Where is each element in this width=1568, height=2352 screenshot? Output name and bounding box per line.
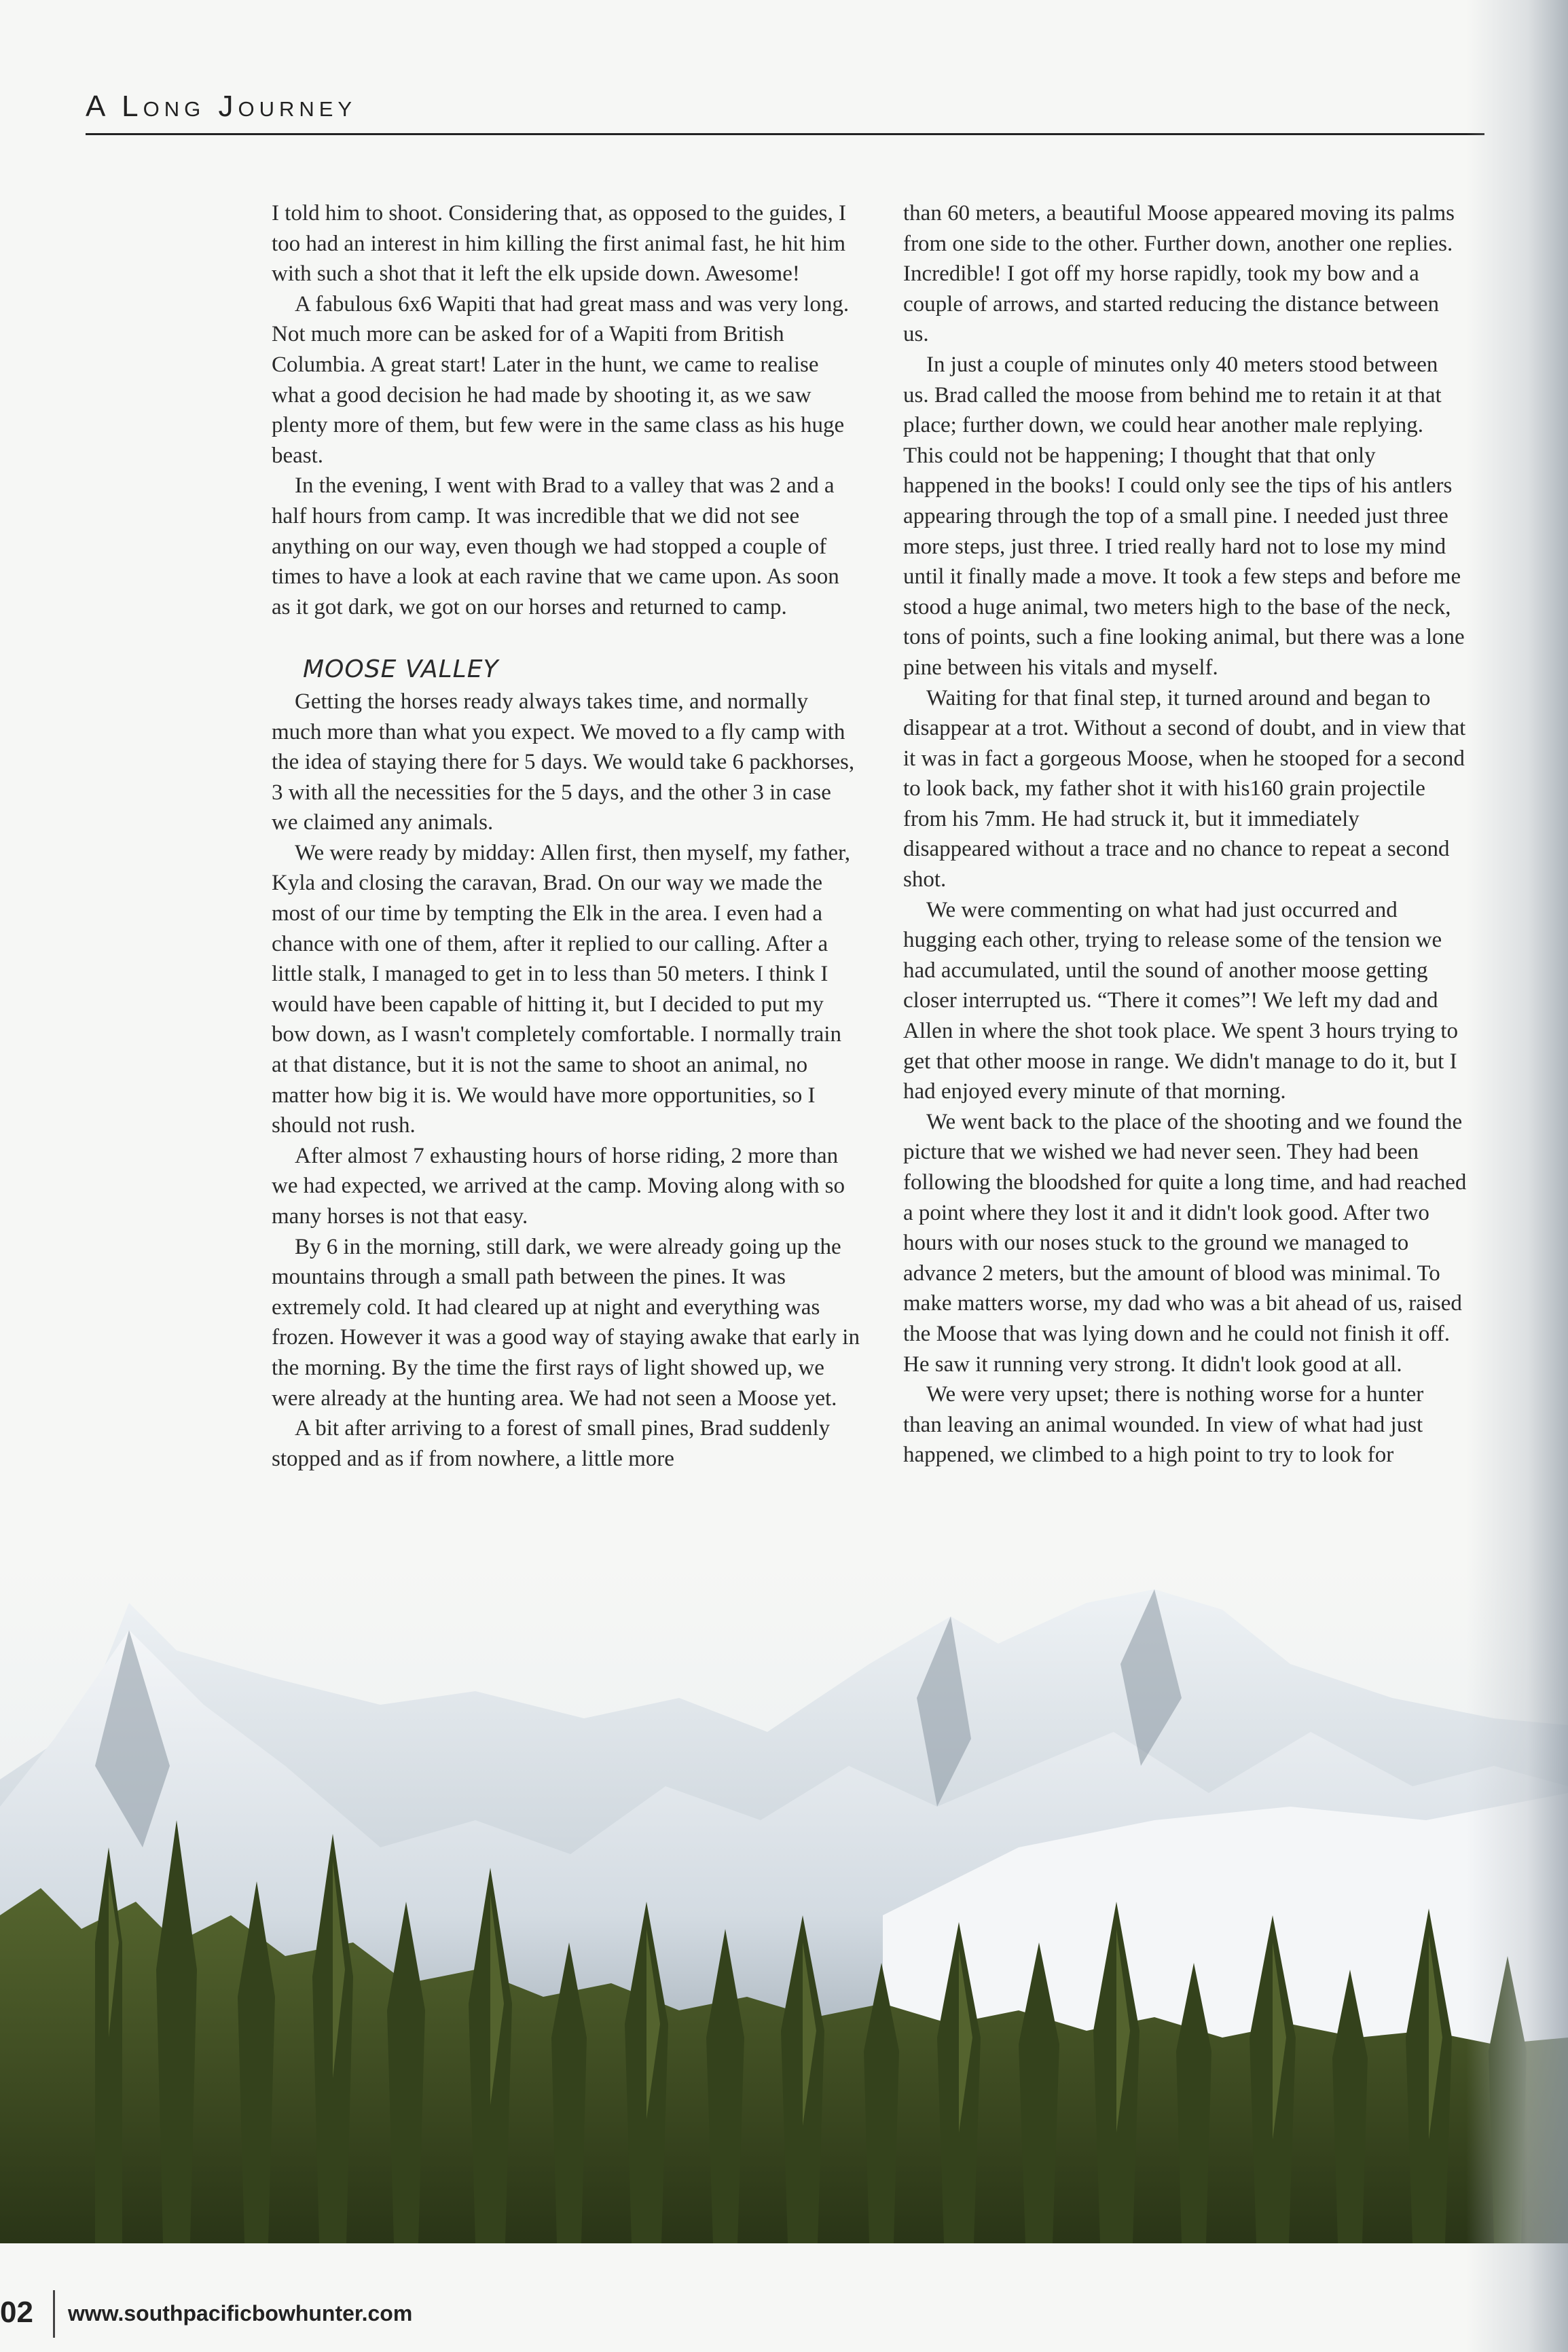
article-column-left (272, 198, 862, 1474)
running-head: A Long Journey (86, 90, 357, 123)
mountain-forest-photo (0, 1562, 1568, 2243)
paragraph: We were ready by midday: Allen first, then myself, my father, Kyla and closing the caravan, Brad. On our way we made the most of our time by tempting the Elk in the area. I even had a chance with one of them, after it replied to our calling. After a little stalk, I managed to get in to less than 50 meters. I think I would have been capable of hitting it, but I decided to put my bow down, as I wasn't completely comfortable. I normally train at that distance, but it is not the same to shoot an animal, no matter how big it is. We would have more opportunities, so I should not rush. (272, 840, 851, 1138)
paragraph: A fabulous 6x6 Wapiti that had great mass and was very long. Not much more can be asked for of a Wapiti from British Columbia. A great start! Later in the hunt, we came to realise what a good decision he had made by shooting it, as we saw plenty more of them, but few were in the same class as his huge beast. (272, 291, 850, 468)
footer (0, 2243, 1568, 2352)
paragraph: By 6 in the morning, still dark, we were already going up the mountains through a small path between the pines. It was extremely cold. It had cleared up at night and everything was frozen. However it was a good way of staying awake that early in the morning. By the time the first rays of light showed up, we were already at the hunting area. We had not seen a Moose yet. (272, 1234, 860, 1411)
paragraph: We were commenting on what had just occurred and hugging each other, trying to release some of the tension we had accumulated, until the sound of another moose getting closer interrupted us. “There it comes”! We left my dad and Allen in where the shot took place. We spent 3 hours trying to get that other moose in range. We didn't manage to do it, but I had enjoyed every minute of that morning. (903, 897, 1458, 1104)
page-number: 02 (0, 2296, 33, 2329)
paragraph: than 60 meters, a beautiful Moose appeared moving its palms from one side to the other. Further down, another one replies. Incredible! I got off my horse rapidly, took my bow and a couple of arrows, and started reducing the distance between us. (903, 201, 1455, 347)
header-rule (86, 133, 1484, 135)
paragraph: We went back to the place of the shooting and we found the picture that we wished we had never seen. They had been following the bloodshed for quite a long time, and had reached a point where they lost it and it didn't look good. After two hours with our noses stuck to the ground we managed to advance 2 meters, but the amount of blood was minimal. To make matters worse, my dad who was a bit ahead of us, raised the Moose that was lying down and he could not finish it off. He saw it running very strong. It didn't look good at all. (903, 1109, 1467, 1377)
section-heading: MOOSE VALLEY (303, 655, 499, 684)
paragraph: In the evening, I went with Brad to a valley that was 2 and a half hours from camp. It was incredible that we did not see anything on our way, even though we had stopped a couple of times to have a look at each ravine that we came upon. As soon as it got dark, we got on our horses and returned to camp. (272, 473, 839, 619)
article-column-right (903, 198, 1467, 1470)
paragraph: After almost 7 exhausting hours of horse riding, 2 more than we had expected, we arrived at the camp. Moving along with so many horses is not that easy. (272, 1143, 845, 1229)
paragraph: Getting the horses ready always takes time, and normally much more than what you expect. We moved to a fly camp with the idea of staying there for 5 days. We would take 6 packhorses, 3 with all the necessities for the 5 days, and the other 3 in case we claimed any animals. (272, 689, 855, 835)
paragraph: In just a couple of minutes only 40 meters stood between us. Brad called the moose from behind me to retain it at that place; further down, we could hear another male replying. This could not be happening; I thought that that only happened in the books! I could only see the tips of his antlers appearing through the top of a small pine. I needed just three more steps, just three. I tried really hard not to lose my mind until it finally made a move. It took a few steps and before me stood a huge animal, two meters high to the base of the neck, tons of points, such a fine looking animal, but there was a lone pine between his vitals and myself. (903, 352, 1465, 680)
paragraph: Waiting for that final step, it turned around and began to disappear at a trot. Without a second of doubt, and in view that it was in fact a gorgeous Moose, when he stooped for a second to look back, my father shot it with his160 grain projectile from his 7mm. He had struck it, but it immediately disappeared without a trace and no chance to repeat a second shot. (903, 685, 1466, 892)
footer-divider (53, 2290, 55, 2338)
paragraph: A bit after arriving to a forest of small pines, Brad suddenly stopped and as if from nowhere, a little more (272, 1416, 831, 1471)
paragraph: We were very upset; there is nothing worse for a hunter than leaving an animal wounded. In view of what had just happened, we climbed to a high point to try to look for (903, 1382, 1424, 1468)
paragraph: I told him to shoot. Considering that, as opposed to the guides, I too had an interest in him killing the first animal fast, he hit him with such a shot that it left the elk upside down. Awesome! (272, 201, 847, 287)
website-url: www.southpacificbowhunter.com (68, 2301, 413, 2326)
